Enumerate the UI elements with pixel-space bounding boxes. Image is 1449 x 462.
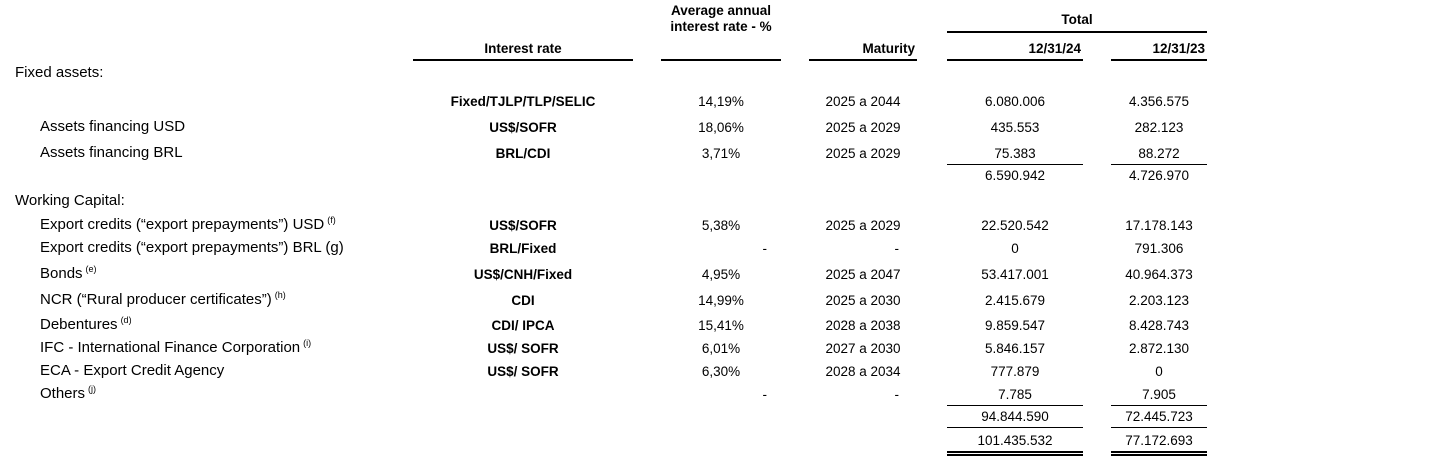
item-row: [0, 311, 1449, 336]
row-label: [0, 138, 413, 164]
gap: [633, 138, 661, 164]
gap: [633, 84, 661, 112]
footnote-ref: (i): [303, 338, 312, 348]
section-label: Fixed assets:: [15, 64, 104, 81]
tail: [1207, 164, 1449, 186]
item-row: [0, 382, 1449, 405]
header-spacer: [1207, 32, 1449, 60]
item-row: [0, 259, 1449, 285]
item-row: [0, 84, 1449, 112]
column-header-total: Total: [947, 0, 1207, 32]
footnote-ref: (e): [85, 264, 97, 274]
header-gap: [781, 0, 809, 32]
column-header-period-current: 12/31/24: [947, 32, 1083, 60]
gap: [917, 285, 947, 311]
header-spacer: [1207, 0, 1449, 32]
cell-avg-annual-rate: 5,38%: [701, 218, 741, 233]
header-gap: [781, 32, 809, 60]
item-row: [0, 112, 1449, 138]
cell-avg-annual-rate: 3,71%: [701, 146, 741, 161]
avg-rate-header-line1: Average annual: [670, 3, 772, 18]
tail: [1207, 236, 1449, 259]
cell-value-current: 2.415.679: [984, 293, 1046, 308]
cell-interest-rate: BRL/CDI: [495, 146, 551, 161]
cell-avg-annual-rate: 6,30%: [701, 364, 741, 379]
spacer: [0, 164, 947, 186]
cell-avg-annual-rate: 6,01%: [701, 341, 741, 356]
gap: [633, 212, 661, 236]
cell-interest-rate: US$/CNH/Fixed: [473, 267, 573, 282]
tail: [1207, 212, 1449, 236]
row-label: [0, 336, 413, 359]
footnote-ref: (j): [88, 384, 97, 394]
cell-value-prior: 88.272: [1111, 138, 1207, 164]
cell-value-current: 6.080.006: [984, 94, 1046, 109]
gap: [917, 84, 947, 112]
row-label-text: IFC - International Finance Corporation: [40, 339, 301, 356]
cell-subtotal-current: 6.590.942: [984, 168, 1046, 183]
cell-interest-rate: CDI/ IPCA: [491, 318, 555, 333]
cell-avg-annual-rate: 4,95%: [701, 267, 741, 282]
gap: [1083, 212, 1111, 236]
spacer: [0, 427, 947, 453]
row-label: [0, 382, 413, 405]
gap: [917, 138, 947, 164]
item-row: [0, 138, 1449, 164]
cell-interest-rate: Fixed/TJLP/TLP/SELIC: [450, 94, 596, 109]
column-header-average-annual-rate: [661, 0, 781, 60]
header-spacer: [413, 0, 633, 32]
column-header-interest-rate: Interest rate: [413, 32, 633, 60]
cell-maturity: 2025 a 2029: [825, 146, 901, 161]
gap: [1083, 112, 1111, 138]
cell-avg-annual-rate: -: [762, 387, 767, 402]
footnote-ref: (f): [327, 215, 336, 225]
gap: [633, 112, 661, 138]
cell-interest-rate: US$/ SOFR: [487, 364, 559, 379]
header-gap: [1083, 32, 1111, 60]
cell-value-prior: 17.178.143: [1125, 218, 1193, 233]
row-label: [0, 285, 413, 311]
gap: [633, 382, 661, 405]
cell-value-current: 435.553: [990, 120, 1040, 135]
subtotal-row: [0, 405, 1449, 427]
tail: [1207, 359, 1449, 382]
row-label: [0, 212, 413, 236]
header-gap: [633, 0, 661, 32]
cell-interest-rate: US$/SOFR: [489, 120, 557, 135]
gap: [633, 236, 661, 259]
cell-maturity: 2028 a 2038: [825, 318, 901, 333]
gap: [917, 359, 947, 382]
tail: [1207, 311, 1449, 336]
cell-avg-annual-rate: 14,99%: [698, 293, 744, 308]
table-body: [0, 60, 1449, 453]
row-label-text: Assets financing BRL: [40, 144, 183, 161]
cell-value-current: 0: [1011, 241, 1019, 256]
gap: [1083, 259, 1111, 285]
section-label: Working Capital:: [15, 192, 125, 209]
cell-value-current: 5.846.157: [984, 341, 1046, 356]
item-row: [0, 212, 1449, 236]
cell-value-current: 7.785: [947, 382, 1083, 405]
row-label: [0, 236, 413, 259]
cell-total-current: 101.435.532: [947, 427, 1083, 453]
header-spacer: [0, 32, 413, 60]
row-label: [0, 359, 413, 382]
gap: [1083, 138, 1111, 164]
item-row: [0, 236, 1449, 259]
item-row: [0, 359, 1449, 382]
cell-total-prior: 77.172.693: [1111, 427, 1207, 453]
gap: [781, 259, 809, 285]
gap: [781, 382, 809, 405]
total-row: [0, 427, 1449, 453]
row-label-text: Others: [40, 385, 86, 402]
header-gap: [633, 32, 661, 60]
cell-subtotal-prior: 72.445.723: [1125, 408, 1193, 424]
cell-value-current: 53.417.001: [981, 267, 1049, 282]
header-gap: [917, 0, 947, 32]
cell-maturity: -: [894, 241, 899, 256]
cell-value-prior: 40.964.373: [1125, 267, 1193, 282]
cell-value-current: 777.879: [990, 364, 1040, 379]
gap: [633, 285, 661, 311]
cell-maturity: 2025 a 2030: [825, 293, 901, 308]
gap: [781, 236, 809, 259]
cell-maturity: 2028 a 2034: [825, 364, 901, 379]
cell-value-prior: 4.356.575: [1128, 94, 1190, 109]
avg-rate-header-line2: interest rate - %: [670, 19, 772, 34]
footnote-ref: (d): [120, 315, 132, 325]
gap: [781, 336, 809, 359]
cell-value-current: 22.520.542: [981, 218, 1049, 233]
tail: [1207, 259, 1449, 285]
cell-maturity: 2025 a 2029: [825, 218, 901, 233]
header-spacer: [809, 0, 917, 32]
row-label: [0, 84, 413, 112]
cell-maturity: 2025 a 2047: [825, 267, 901, 282]
gap: [917, 382, 947, 405]
cell-interest-rate: US$/SOFR: [489, 218, 557, 233]
header-spacer: [0, 0, 413, 32]
cell-value-current: 75.383: [947, 138, 1083, 164]
gap: [781, 112, 809, 138]
subtotal-row: [0, 164, 1449, 186]
row-label-text: Debentures: [40, 316, 118, 333]
gap: [917, 112, 947, 138]
row-label-text: Export credits (“export prepayments”) USD: [40, 216, 325, 233]
tail: [1207, 285, 1449, 311]
row-label: [0, 311, 413, 336]
row-label-text: NCR (“Rural producer certificates”): [40, 291, 272, 308]
cell-interest-rate: CDI: [511, 293, 535, 308]
cell-maturity: 2025 a 2044: [825, 94, 901, 109]
cell-interest-rate: US$/ SOFR: [487, 341, 559, 356]
row-label: [0, 259, 413, 285]
cell-subtotal-prior: 4.726.970: [1128, 168, 1190, 183]
row-label: [0, 112, 413, 138]
gap: [917, 336, 947, 359]
cell-avg-annual-rate: 15,41%: [698, 318, 744, 333]
gap: [1083, 405, 1111, 427]
gap: [781, 359, 809, 382]
row-label-text: Assets financing USD: [40, 118, 186, 135]
section-row: [0, 186, 1449, 212]
tail: [1207, 84, 1449, 112]
tail: [1207, 427, 1449, 453]
cell-value-prior: 2.872.130: [1128, 341, 1190, 356]
header-gap: [917, 32, 947, 60]
gap: [1083, 359, 1111, 382]
gap: [781, 84, 809, 112]
gap: [781, 212, 809, 236]
cell-value-prior: 0: [1155, 364, 1163, 379]
gap: [781, 285, 809, 311]
cell-interest-rate: BRL/Fixed: [489, 241, 557, 256]
section-row: [0, 60, 1449, 84]
header-row-top: [0, 0, 1449, 32]
gap: [633, 336, 661, 359]
tail: [1207, 112, 1449, 138]
tail: [1207, 138, 1449, 164]
cell-maturity: 2027 a 2030: [825, 341, 901, 356]
gap: [917, 212, 947, 236]
gap: [1083, 164, 1111, 186]
gap: [1083, 336, 1111, 359]
column-header-maturity: Maturity: [809, 32, 917, 60]
gap: [1083, 427, 1111, 453]
gap: [633, 311, 661, 336]
item-row: [0, 336, 1449, 359]
column-header-period-prior: 12/31/23: [1111, 32, 1207, 60]
gap: [633, 259, 661, 285]
cell-value-prior: 791.306: [1134, 241, 1184, 256]
tail: [1207, 405, 1449, 427]
cell-interest-rate: [413, 382, 633, 405]
cell-value-prior: 282.123: [1134, 120, 1184, 135]
gap: [917, 259, 947, 285]
item-row: [0, 285, 1449, 311]
cell-value-prior: 2.203.123: [1128, 293, 1190, 308]
cell-maturity: -: [894, 387, 899, 402]
cell-value-current: 9.859.547: [984, 318, 1046, 333]
cell-value-prior: 8.428.743: [1128, 318, 1190, 333]
tail: [1207, 382, 1449, 405]
cell-avg-annual-rate: 18,06%: [698, 120, 744, 135]
cell-subtotal-current: 94.844.590: [981, 408, 1049, 424]
cell-avg-annual-rate: 14,19%: [698, 94, 744, 109]
gap: [1083, 285, 1111, 311]
gap: [1083, 311, 1111, 336]
gap: [1083, 84, 1111, 112]
row-label-text: Bonds: [40, 265, 83, 282]
footnote-ref: (h): [274, 290, 286, 300]
gap: [633, 359, 661, 382]
cell-avg-annual-rate: -: [762, 241, 767, 256]
tail: [1207, 336, 1449, 359]
row-label-text: Export credits (“export prepayments”) BRL (g): [40, 239, 344, 256]
gap: [781, 311, 809, 336]
row-label-text: ECA - Export Credit Agency: [40, 362, 225, 379]
gap: [917, 311, 947, 336]
gap: [781, 138, 809, 164]
gap: [1083, 382, 1111, 405]
gap: [917, 236, 947, 259]
spacer: [0, 405, 947, 427]
cell-maturity: 2025 a 2029: [825, 120, 901, 135]
gap: [1083, 236, 1111, 259]
cell-value-prior: 7.905: [1111, 382, 1207, 405]
